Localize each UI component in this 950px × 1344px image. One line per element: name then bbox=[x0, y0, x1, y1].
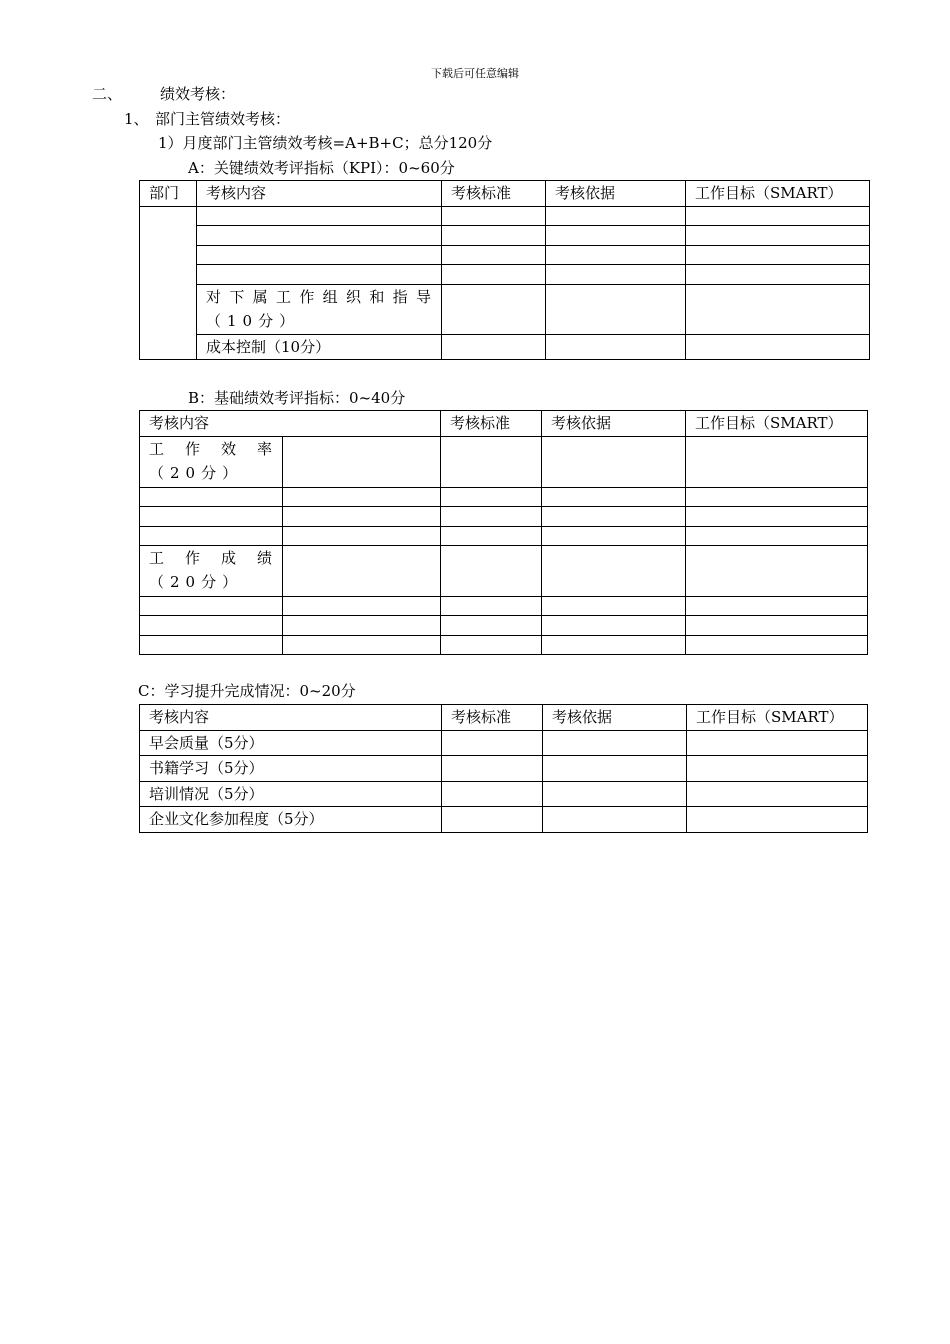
header-basis: 考核依据 bbox=[542, 411, 686, 437]
part-b-title: B：基础绩效考评指标：0~40分 bbox=[188, 389, 406, 407]
table-cell bbox=[542, 437, 686, 488]
table-cell bbox=[687, 731, 868, 756]
table-cell bbox=[442, 731, 543, 756]
table-cell bbox=[140, 597, 283, 616]
table-cell bbox=[546, 246, 686, 265]
table-cell bbox=[442, 782, 543, 807]
table-cell bbox=[686, 527, 868, 546]
table-cell bbox=[283, 636, 441, 655]
table-cell bbox=[140, 616, 283, 636]
table-cell bbox=[442, 756, 543, 782]
table-cell bbox=[283, 546, 441, 597]
table-cell bbox=[543, 756, 687, 782]
header-department: 部门 bbox=[140, 181, 197, 207]
table-cell bbox=[441, 488, 542, 507]
table-cell bbox=[140, 488, 283, 507]
table-cell bbox=[686, 265, 870, 285]
table-cell bbox=[283, 488, 441, 507]
table-cell bbox=[283, 616, 441, 636]
table-cell bbox=[686, 616, 868, 636]
table-cell bbox=[441, 636, 542, 655]
table-cell bbox=[546, 265, 686, 285]
table-cell bbox=[686, 507, 868, 527]
table-cell bbox=[441, 437, 542, 488]
table-cell bbox=[197, 207, 442, 226]
table-cell bbox=[442, 207, 546, 226]
table-cell bbox=[197, 246, 442, 265]
table-cell bbox=[543, 782, 687, 807]
table-cell bbox=[283, 597, 441, 616]
header-content: 考核内容 bbox=[140, 411, 441, 437]
table-cell bbox=[686, 335, 870, 360]
table-cell bbox=[542, 546, 686, 597]
table-cell bbox=[686, 207, 870, 226]
basic-performance-table bbox=[139, 410, 868, 655]
header-basis: 考核依据 bbox=[546, 181, 686, 207]
header-basis: 考核依据 bbox=[543, 705, 687, 731]
table-cell bbox=[442, 807, 543, 833]
table-cell bbox=[686, 437, 868, 488]
section-number: 二、 bbox=[92, 85, 123, 103]
table-cell bbox=[542, 616, 686, 636]
row-cost-control: 成本控制（10分） bbox=[197, 335, 442, 360]
department-cell bbox=[140, 207, 197, 360]
table-cell bbox=[442, 335, 546, 360]
table-cell bbox=[686, 597, 868, 616]
learning-table bbox=[139, 704, 868, 833]
section-title: 绩效考核： bbox=[160, 85, 236, 103]
table-cell bbox=[283, 437, 441, 488]
table-cell bbox=[442, 246, 546, 265]
table-cell bbox=[441, 597, 542, 616]
table-cell bbox=[686, 636, 868, 655]
table-cell bbox=[687, 782, 868, 807]
table-cell bbox=[542, 636, 686, 655]
subsection-number: 1、 bbox=[124, 110, 149, 128]
table-cell bbox=[686, 246, 870, 265]
header-content: 考核内容 bbox=[140, 705, 442, 731]
row-culture-participation: 企业文化参加程度（5分） bbox=[140, 807, 442, 833]
header-target: 工作目标（SMART） bbox=[686, 181, 870, 207]
header-target: 工作目标（SMART） bbox=[686, 411, 868, 437]
table-cell bbox=[542, 488, 686, 507]
table-cell bbox=[542, 507, 686, 527]
table-cell bbox=[546, 285, 686, 335]
row-subordinate-guidance: 对下属工作组织和指导（10分） bbox=[197, 285, 442, 335]
kpi-table bbox=[139, 180, 870, 360]
subsection-title: 部门主管绩效考核： bbox=[155, 110, 291, 128]
table-cell bbox=[140, 527, 283, 546]
part-c-title: C：学习提升完成情况：0~20分 bbox=[138, 682, 356, 700]
table-cell bbox=[441, 546, 542, 597]
table-cell bbox=[441, 527, 542, 546]
table-cell bbox=[543, 807, 687, 833]
table-cell bbox=[686, 285, 870, 335]
table-cell bbox=[441, 507, 542, 527]
table-cell bbox=[283, 507, 441, 527]
header-standard: 考核标准 bbox=[442, 705, 543, 731]
table-cell bbox=[442, 265, 546, 285]
header-content: 考核内容 bbox=[197, 181, 442, 207]
page-header: 下载后可任意编辑 bbox=[431, 67, 519, 80]
table-cell bbox=[442, 285, 546, 335]
row-morning-meeting: 早会质量（5分） bbox=[140, 731, 442, 756]
table-cell bbox=[283, 527, 441, 546]
table-cell bbox=[197, 226, 442, 246]
header-target: 工作目标（SMART） bbox=[687, 705, 868, 731]
row-work-efficiency: 工作效率（20分） bbox=[140, 437, 283, 488]
table-cell bbox=[546, 226, 686, 246]
table-cell bbox=[687, 807, 868, 833]
table-cell bbox=[197, 265, 442, 285]
row-training: 培训情况（5分） bbox=[140, 782, 442, 807]
header-standard: 考核标准 bbox=[441, 411, 542, 437]
table-cell bbox=[442, 226, 546, 246]
table-cell bbox=[546, 207, 686, 226]
table-cell bbox=[686, 488, 868, 507]
table-cell bbox=[140, 507, 283, 527]
table-cell bbox=[441, 616, 542, 636]
header-standard: 考核标准 bbox=[442, 181, 546, 207]
table-cell bbox=[140, 636, 283, 655]
table-cell bbox=[686, 226, 870, 246]
table-cell bbox=[542, 527, 686, 546]
row-work-results: 工作成绩（20分） bbox=[140, 546, 283, 597]
table-cell bbox=[543, 731, 687, 756]
table-cell bbox=[546, 335, 686, 360]
part-a-title: A：关键绩效考评指标（KPI）：0~60分 bbox=[188, 159, 455, 177]
row-book-study: 书籍学习（5分） bbox=[140, 756, 442, 782]
table-cell bbox=[687, 756, 868, 782]
table-cell bbox=[686, 546, 868, 597]
formula-line: 1）月度部门主管绩效考核=A+B+C；总分120分 bbox=[158, 134, 493, 152]
table-cell bbox=[542, 597, 686, 616]
